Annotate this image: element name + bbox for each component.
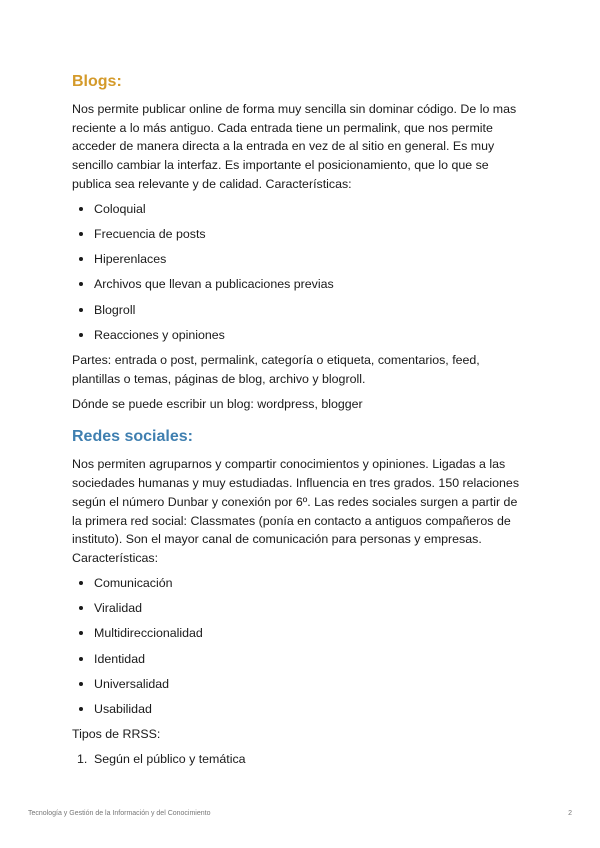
list-item bbox=[72, 750, 530, 768]
list-number: 1. bbox=[77, 752, 88, 767]
footer-title: Tecnología y Gestión de la Información y del Conocimiento bbox=[28, 810, 211, 817]
redes-types-list bbox=[72, 750, 530, 768]
redes-intro: Nos permiten agruparnos y compartir conocimientos y opiniones. Ligadas a las sociedades humanas y muy estudiadas. Influencia en tres grados. 150 relaciones según el número Dunbar y conexión por 6º. Las redes sociales surgen a partir de la primera red social: Classmates (ponía en contacto a antiguos compañeros de instituto). Son el mayor canal de comunicación para personas y empresas. Características: bbox=[72, 457, 520, 565]
redes-types-label: Tipos de RRSS: bbox=[72, 727, 161, 742]
blogs-intro: Nos permite publicar online de forma muy sencilla sin dominar código. De lo mas reciente a lo más antiguo. Cada entrada tiene un permalink, que nos permite acceder de manera directa a la entrada en vez de al sitio en general. Es muy sencillo cambiar la interfaz. Es importante el posicionamiento, que lo que se publica sea relevante y de calidad. Características: bbox=[72, 102, 517, 191]
blogs-heading: Blogs: bbox=[72, 73, 122, 90]
list-item: Universalidad bbox=[72, 675, 530, 693]
page-number: 2 bbox=[568, 810, 572, 817]
redes-features-list bbox=[72, 574, 530, 718]
list-item-label: Según el público y temática bbox=[94, 752, 246, 767]
document-page bbox=[72, 72, 530, 775]
list-item: Archivos que llevan a publicaciones previas bbox=[72, 275, 530, 293]
list-item: Multidireccionalidad bbox=[72, 624, 530, 642]
page-footer bbox=[28, 810, 572, 817]
list-item: Comunicación bbox=[72, 574, 530, 592]
list-item: Hiperenlaces bbox=[72, 250, 530, 268]
list-item: Identidad bbox=[72, 650, 530, 668]
list-item: Coloquial bbox=[72, 200, 530, 218]
blogs-where: Dónde se puede escribir un blog: wordpress, blogger bbox=[72, 396, 363, 411]
blogs-features-list bbox=[72, 200, 530, 344]
list-item: Blogroll bbox=[72, 301, 530, 319]
blogs-parts: Partes: entrada o post, permalink, categoría o etiqueta, comentarios, feed, plantillas o temas, páginas de blog, archivo y blogroll. bbox=[72, 353, 480, 386]
list-item: Frecuencia de posts bbox=[72, 225, 530, 243]
redes-heading: Redes sociales: bbox=[72, 428, 193, 446]
list-item: Usabilidad bbox=[72, 700, 530, 718]
list-item: Viralidad bbox=[72, 599, 530, 617]
list-item: Reacciones y opiniones bbox=[72, 326, 530, 344]
